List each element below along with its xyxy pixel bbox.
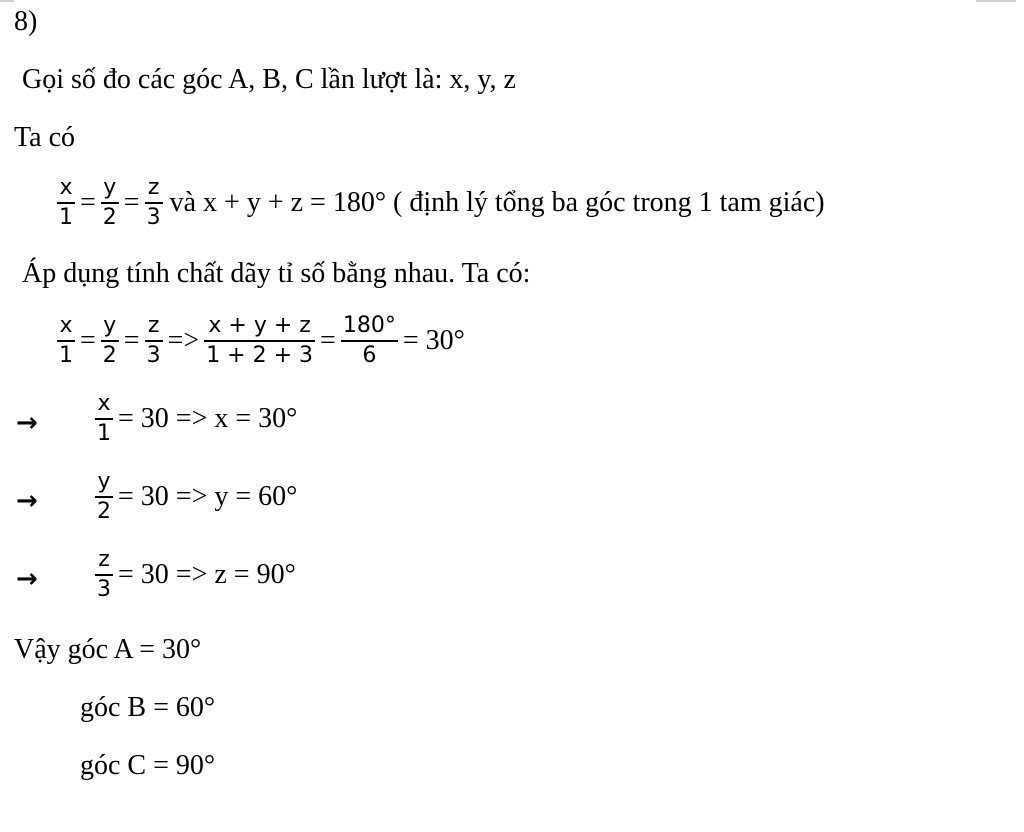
arrow-right-icon: → (16, 564, 38, 594)
conclusion-angle-c: góc C = 90° (80, 750, 216, 781)
ta-co-label: Ta có (14, 122, 76, 153)
fraction-y-2: $\frac{y}{2}$ (102, 175, 117, 230)
fraction-y-2: $\frac{y}{2}$ (102, 313, 117, 368)
result-30: = 30° (402, 325, 465, 356)
arrow-right-icon: → (16, 486, 38, 516)
fraction-x-1: $\frac{x}{1}$ (97, 391, 111, 446)
step-y (92, 470, 299, 524)
fraction-x-1: $\frac{x}{1}$ (59, 175, 73, 230)
fraction-y-2: $\frac{y}{2}$ (97, 469, 111, 524)
fraction-sum: $\frac{x + y + z}{1 + 2 + 3}$ (206, 313, 314, 368)
fraction-180-6: $\frac{180^\circ}{6}$ (342, 313, 396, 368)
step-x-result: = 30 => x = 30° (118, 403, 298, 434)
fraction-z-3: $\frac{z}{3}$ (146, 175, 161, 230)
problem-number: 8) (14, 6, 38, 37)
step-z-result: = 30 => z = 90° (118, 559, 296, 590)
arrow-right-icon: → (16, 408, 38, 438)
fraction-z-3: $\frac{z}{3}$ (146, 313, 161, 368)
step-z (92, 548, 298, 602)
page-corner-right (976, 0, 1016, 2)
equation-equal-ratios: $\frac{x}{1}$ = $\frac{y}{2}$ = $\frac{z}{3}$ => $\frac{x + y + z}{1 + 2 + 3}$ = $\frac{180^\circ}{6}$ = 30° (59, 313, 465, 368)
implies-symbol: => (167, 325, 200, 356)
fraction-x-1: $\frac{x}{1}$ (59, 313, 73, 368)
conclusion-angle-a: Vậy góc A = 30° (14, 634, 202, 665)
page-corner-left (0, 0, 14, 2)
equation-ratios-sum: $\frac{x}{1}$ = $\frac{y}{2}$ = $\frac{z}{3}$ và x + y + z = 180° ( định lý tổng ba góc trong 1 tam giác) (59, 175, 825, 230)
conclusion-angle-b: góc B = 60° (80, 692, 216, 723)
step-y-result: = 30 => y = 60° (118, 481, 298, 512)
fraction-z-3: $\frac{z}{3}$ (97, 547, 111, 602)
angle-sum-text: và x + y + z = 180° ( định lý tổng ba góc trong 1 tam giác) (169, 187, 825, 218)
intro-text: Gọi số đo các góc A, B, C lần lượt là: x, y, z (22, 64, 516, 95)
property-text: Áp dụng tính chất dãy tỉ số bằng nhau. Ta có: (22, 258, 531, 289)
step-x (92, 392, 299, 446)
